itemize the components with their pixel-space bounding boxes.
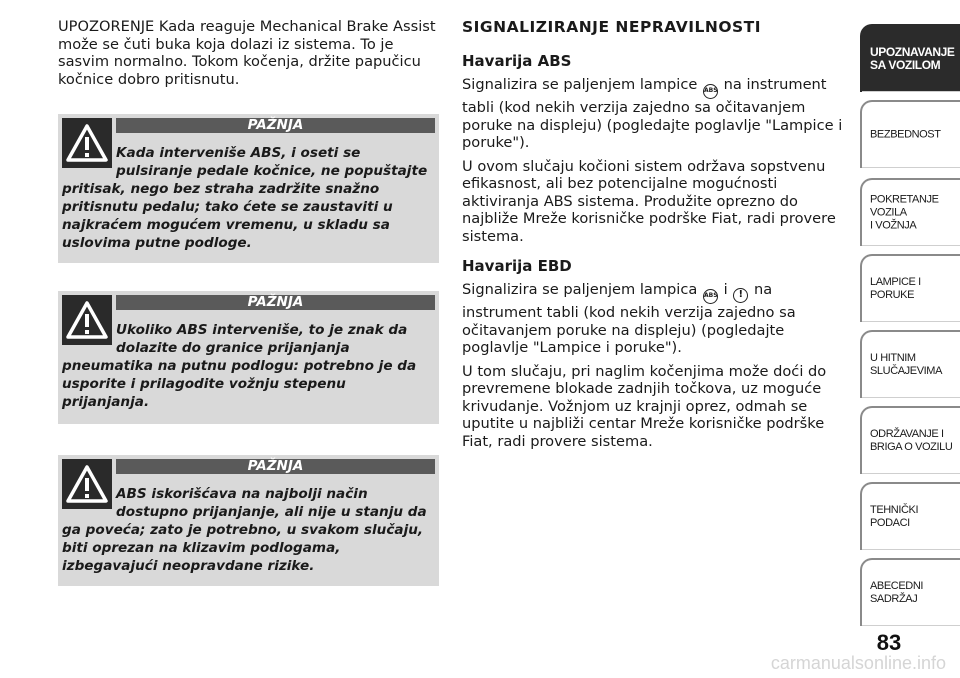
tab-u-hitnim-slucajevima[interactable]: [860, 330, 960, 398]
warning-box-1: [58, 114, 439, 263]
tab-abecedni-sadrzaj[interactable]: [860, 558, 960, 626]
abs-paragraph-1: Signalizira se paljenjem lampice ABS na instrument tabli (kod nekih verzija zajedno sa očitavanjem poruke na displeju) (pogledajte poglavlje "Lampice i poruke").: [462, 76, 843, 151]
warning-icon: [62, 459, 112, 509]
page-number: 83: [876, 630, 902, 655]
tab-odrzavanje[interactable]: [860, 406, 960, 474]
ebd-paragraph-2: U tom slučaju, pri naglim kočenjima može doći do prevremene blokade zadnjih točkova, uz moguće krivudanje. Vožnjom uz krajnji oprez, odmah se uputite u najbliži centar Mreže korisničke podrške Fiat, radi provere sistema.: [462, 362, 827, 450]
tab-label: POKRETANJE VOZILA I VOŽNJA: [870, 193, 939, 232]
warning-box-2: [58, 291, 439, 424]
warning-text-rest: pritisak, nego bez straha zadržite snažno pritisnutu pedalu; tako ćete se zaustaviti u najkraćem mogućem vremenu, u skladu sa uslovima putne podloge.: [62, 181, 393, 251]
ebd-heading: Havarija EBD: [462, 257, 572, 275]
tab-upoznavanje-sa-vozilom[interactable]: [860, 24, 960, 92]
warning-text-start: ABS iskorišćava na najbolji način dostupno prijanjanje, ali nije u stanju da: [116, 486, 427, 520]
left-column: [58, 18, 440, 88]
ebd-paragraph-1: Signalizira se paljenjem lampica ABS i ! na instrument tabli (kod nekih verzija zajedno sa očitavanjem poruke na displeju) (pogledajte poglavlje "Lampice i poruke").: [462, 281, 796, 356]
tab-tehnicki-podaci[interactable]: [860, 482, 960, 550]
warning-text-start: Ukoliko ABS interveniše, to je znak da dolazite do granice prijanjanja: [116, 322, 408, 356]
tab-bezbednost[interactable]: [860, 100, 960, 168]
tab-label: TEHNIČKI PODACI: [870, 504, 919, 529]
abs-paragraph-2: U ovom slučaju kočioni sistem održava sopstvenu efikasnost, ali bez potencijalne mogućnosti aktiviranja ABS sistema. Produžite oprezno do najbliže Mreže korisničke podrške Fiat, radi provere sistema.: [462, 157, 836, 245]
warning-header: PAŽNJA: [116, 295, 435, 310]
warning-icon: [62, 118, 112, 168]
tab-label: U HITNIM SLUČAJEVIMA: [870, 352, 943, 377]
warning-header: PAŽNJA: [116, 459, 435, 474]
warning-text-rest: pneumatika na putnu podlogu: potrebno je da usporite i prilagodite vožnju stepenu prijanjanja.: [62, 358, 417, 410]
tab-lampice-i-poruke[interactable]: [860, 254, 960, 322]
warning-text-start: Kada interveniše ABS, i oseti se pulsiranje pedale kočnice, ne popuštajte: [116, 145, 428, 179]
warning-icon: [62, 295, 112, 345]
warning-text-rest: ga poveća; zato je potrebno, u svakom slučaju, biti oprezan na klizavim podlogama, izbegavajući neopravdane rizike.: [62, 522, 424, 574]
tab-label: ODRŽAVANJE I BRIGA O VOZILU: [870, 428, 953, 453]
section-title: SIGNALIZIRANJE NEPRAVILNOSTI: [462, 18, 762, 36]
brake-warning-light-icon: !: [733, 288, 748, 303]
warning-header: PAŽNJA: [116, 118, 435, 133]
right-column: [462, 18, 844, 450]
tab-label: LAMPICE I PORUKE: [870, 276, 921, 301]
abs-warning-light-icon: ABS: [703, 289, 718, 304]
abs-heading: Havarija ABS: [462, 52, 572, 70]
tab-label: BEZBEDNOST: [870, 128, 941, 141]
intro-paragraph: UPOZORENJE Kada reaguje Mechanical Brake Assist može se čuti buka koja dolazi iz sistema. To je sasvim normalno. Tokom kočenja, držite papučicu kočnice dobro pritisnutu.: [58, 18, 436, 88]
tab-label: UPOZNAVANJE SA VOZILOM: [870, 45, 955, 72]
abs-warning-light-icon: ABS: [703, 84, 718, 99]
tab-label: ABECEDNI SADRŽAJ: [870, 580, 924, 605]
tab-pokretanje-vozila[interactable]: [860, 178, 960, 246]
watermark: carmanualsonline.info: [770, 653, 946, 673]
warning-box-3: [58, 455, 439, 586]
